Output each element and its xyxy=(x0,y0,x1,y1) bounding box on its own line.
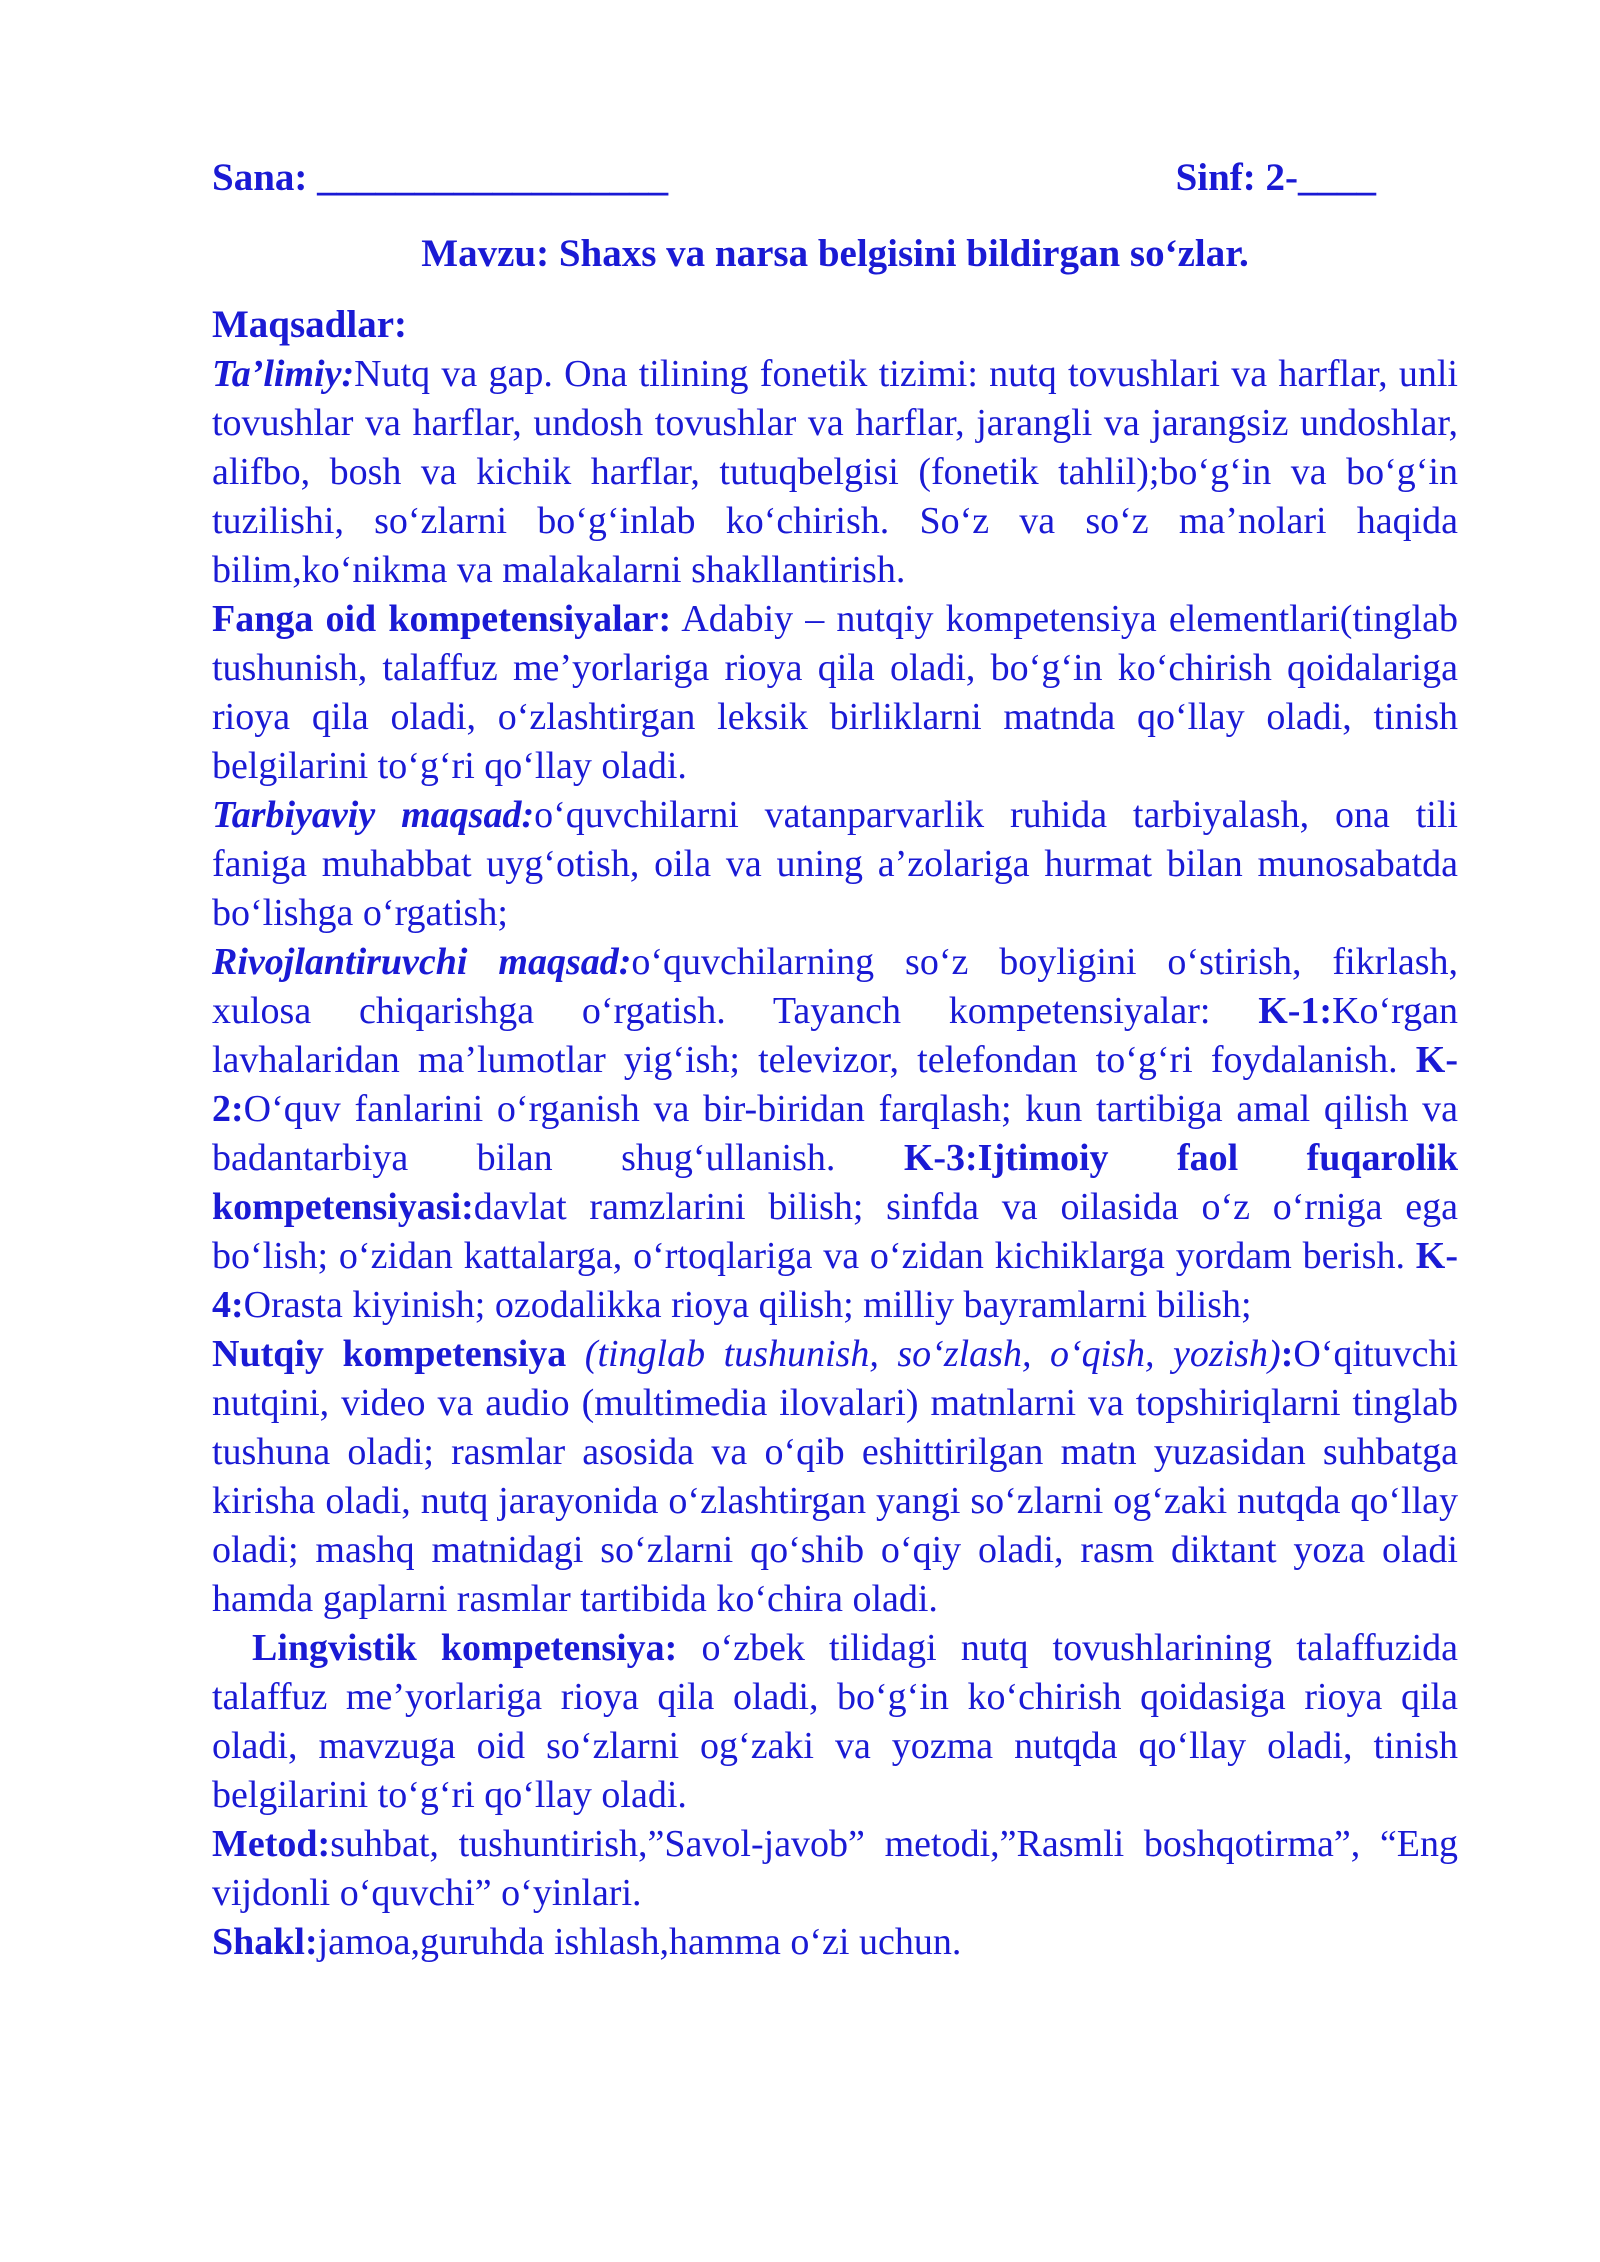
topic-heading: Mavzu: Shaxs va narsa belgisini bildirgan so‘zlar. xyxy=(421,232,1249,275)
speech-competency-colon: : xyxy=(1280,1333,1294,1375)
educational-goal-label: Ta’limiy: xyxy=(212,353,355,395)
goals-heading: Maqsadlar: xyxy=(212,303,407,346)
method-text: suhbat, tushuntirish,”Savol-javob” metodi,”Rasmli boshqotirma”, “Eng vijdonli o‘quvchi” o‘yinlari. xyxy=(212,1823,1458,1914)
k4-label: K-4: xyxy=(212,1235,1458,1326)
developmental-goal-paragraph xyxy=(212,938,1458,1330)
speech-competency-paragraph xyxy=(212,1330,1458,1624)
form-paragraph xyxy=(212,1918,1458,1967)
speech-competency-subtitle: (tinglab tushunish, so‘zlash, o‘qish, yozish) xyxy=(566,1333,1281,1375)
method-label: Metod: xyxy=(212,1823,331,1865)
upbringing-goal-text: o‘quvchilarni vatanparvarlik ruhida tarbiyalash, ona tili faniga muhabbat uyg‘otish, oila va uning a’zolariga hurmat bilan munosabatda bo‘lishga o‘rgatish; xyxy=(212,794,1458,934)
educational-goal-paragraph xyxy=(212,350,1458,595)
k3-text: davlat ramzlarini bilish; sinfda va oilasida o‘z o‘rniga ega bo‘lish; o‘zidan kattalarga, o‘rtoqlariga va o‘zidan kichiklarga yordam berish. xyxy=(212,1186,1458,1277)
k3-label: K-3:Ijtimoiy faol fuqarolik kompetensiyasi: xyxy=(212,1137,1458,1228)
developmental-goal-label: Rivojlantiruvchi maqsad: xyxy=(212,941,632,983)
subject-competencies-paragraph xyxy=(212,595,1458,791)
method-paragraph xyxy=(212,1820,1458,1918)
subject-competencies-label: Fanga oid kompetensiyalar: xyxy=(212,598,672,640)
k2-text: O‘quv fanlarini o‘rganish va bir-biridan farqlash; kun tartibiga amal qilish va badantarbiya bilan shug‘ullanish. xyxy=(212,1088,1458,1179)
k4-text: Orasta kiyinish; ozodalikka rioya qilish; milliy bayramlarni bilish; xyxy=(243,1284,1252,1326)
educational-goal-text: Nutq va gap. Ona tilining fonetik tizimi: nutq tovushlari va harflar, unli tovushlar va harflar, undosh tovushlar va harflar, jarangli va jarangsiz undoshlar, alifbo, bosh va kichik harflar, tutuqbelgisi (fonetik tahlil);bo‘g‘in va bo‘g‘in tuzilishi, so‘zlarni bo‘g‘inlab ko‘chirish. So‘z va so‘z ma’nolari haqida bilim,ko‘nikma va malakalarni shakllantirish. xyxy=(212,353,1458,591)
k2-label: K-2: xyxy=(212,1039,1458,1130)
linguistic-competency-paragraph xyxy=(212,1624,1458,1820)
upbringing-goal-paragraph xyxy=(212,791,1458,938)
form-text: jamoa,guruhda ishlash,hamma o‘zi uchun. xyxy=(317,1921,962,1963)
developmental-goal-text: o‘quvchilarning so‘z boyligini o‘stirish, fikrlash, xulosa chiqarishga o‘rgatish. Tayanch kompetensiyalar: xyxy=(212,941,1458,1032)
header-line xyxy=(212,150,1458,206)
subject-competencies-text: Adabiy – nutqiy kompetensiya elementlari(tinglab tushunish, talaffuz me’yorlariga rioya qila oladi, bo‘g‘in ko‘chirish qoidalariga rioya qila oladi, o‘zlashtirgan leksik birliklarni matnda qo‘llay oladi, tinish belgilarini to‘g‘ri qo‘llay oladi. xyxy=(212,598,1458,787)
lesson-plan-page xyxy=(212,150,1458,1967)
linguistic-competency-label: Lingvistik kompetensiya: xyxy=(252,1627,678,1669)
date-field: Sana: __________________ xyxy=(212,156,669,199)
speech-competency-text: O‘qituvchi nutqini, video va audio (multimedia ilovalari) matnlarni va topshiriqlarni tinglab tushuna oladi; rasmlar asosida va o‘qib eshittirilgan matn yuzasidan suhbatga kirisha oladi, nutq jarayonida o‘zlashtirgan yangi so‘zlarni og‘zaki nutqda qo‘llay oladi; mashq matnidagi so‘zlarni qo‘shib o‘qiy oladi, rasm diktant yoza oladi hamda gaplarni rasmlar tartibida ko‘chira oladi. xyxy=(212,1333,1458,1620)
speech-competency-label: Nutqiy kompetensiya xyxy=(212,1333,567,1375)
form-label: Shakl: xyxy=(212,1921,318,1963)
upbringing-goal-label: Tarbiyaviy maqsad: xyxy=(212,794,535,836)
grade-field: Sinf: 2-____ xyxy=(1175,156,1376,199)
k1-text: Ko‘rgan lavhalaridan ma’lumotlar yig‘ish; televizor, telefondan to‘g‘ri foydalanish. xyxy=(212,990,1458,1081)
linguistic-competency-text: o‘zbek tilidagi nutq tovushlarining talaffuzida talaffuz me’yorlariga rioya qila oladi, bo‘g‘in ko‘chirish qoidasiga rioya qila oladi, mavzuga oid so‘zlarni og‘zaki va yozma nutqda qo‘llay oladi, tinish belgilarini to‘g‘ri qo‘llay oladi. xyxy=(212,1627,1458,1816)
k1-label: K-1: xyxy=(1258,990,1333,1032)
